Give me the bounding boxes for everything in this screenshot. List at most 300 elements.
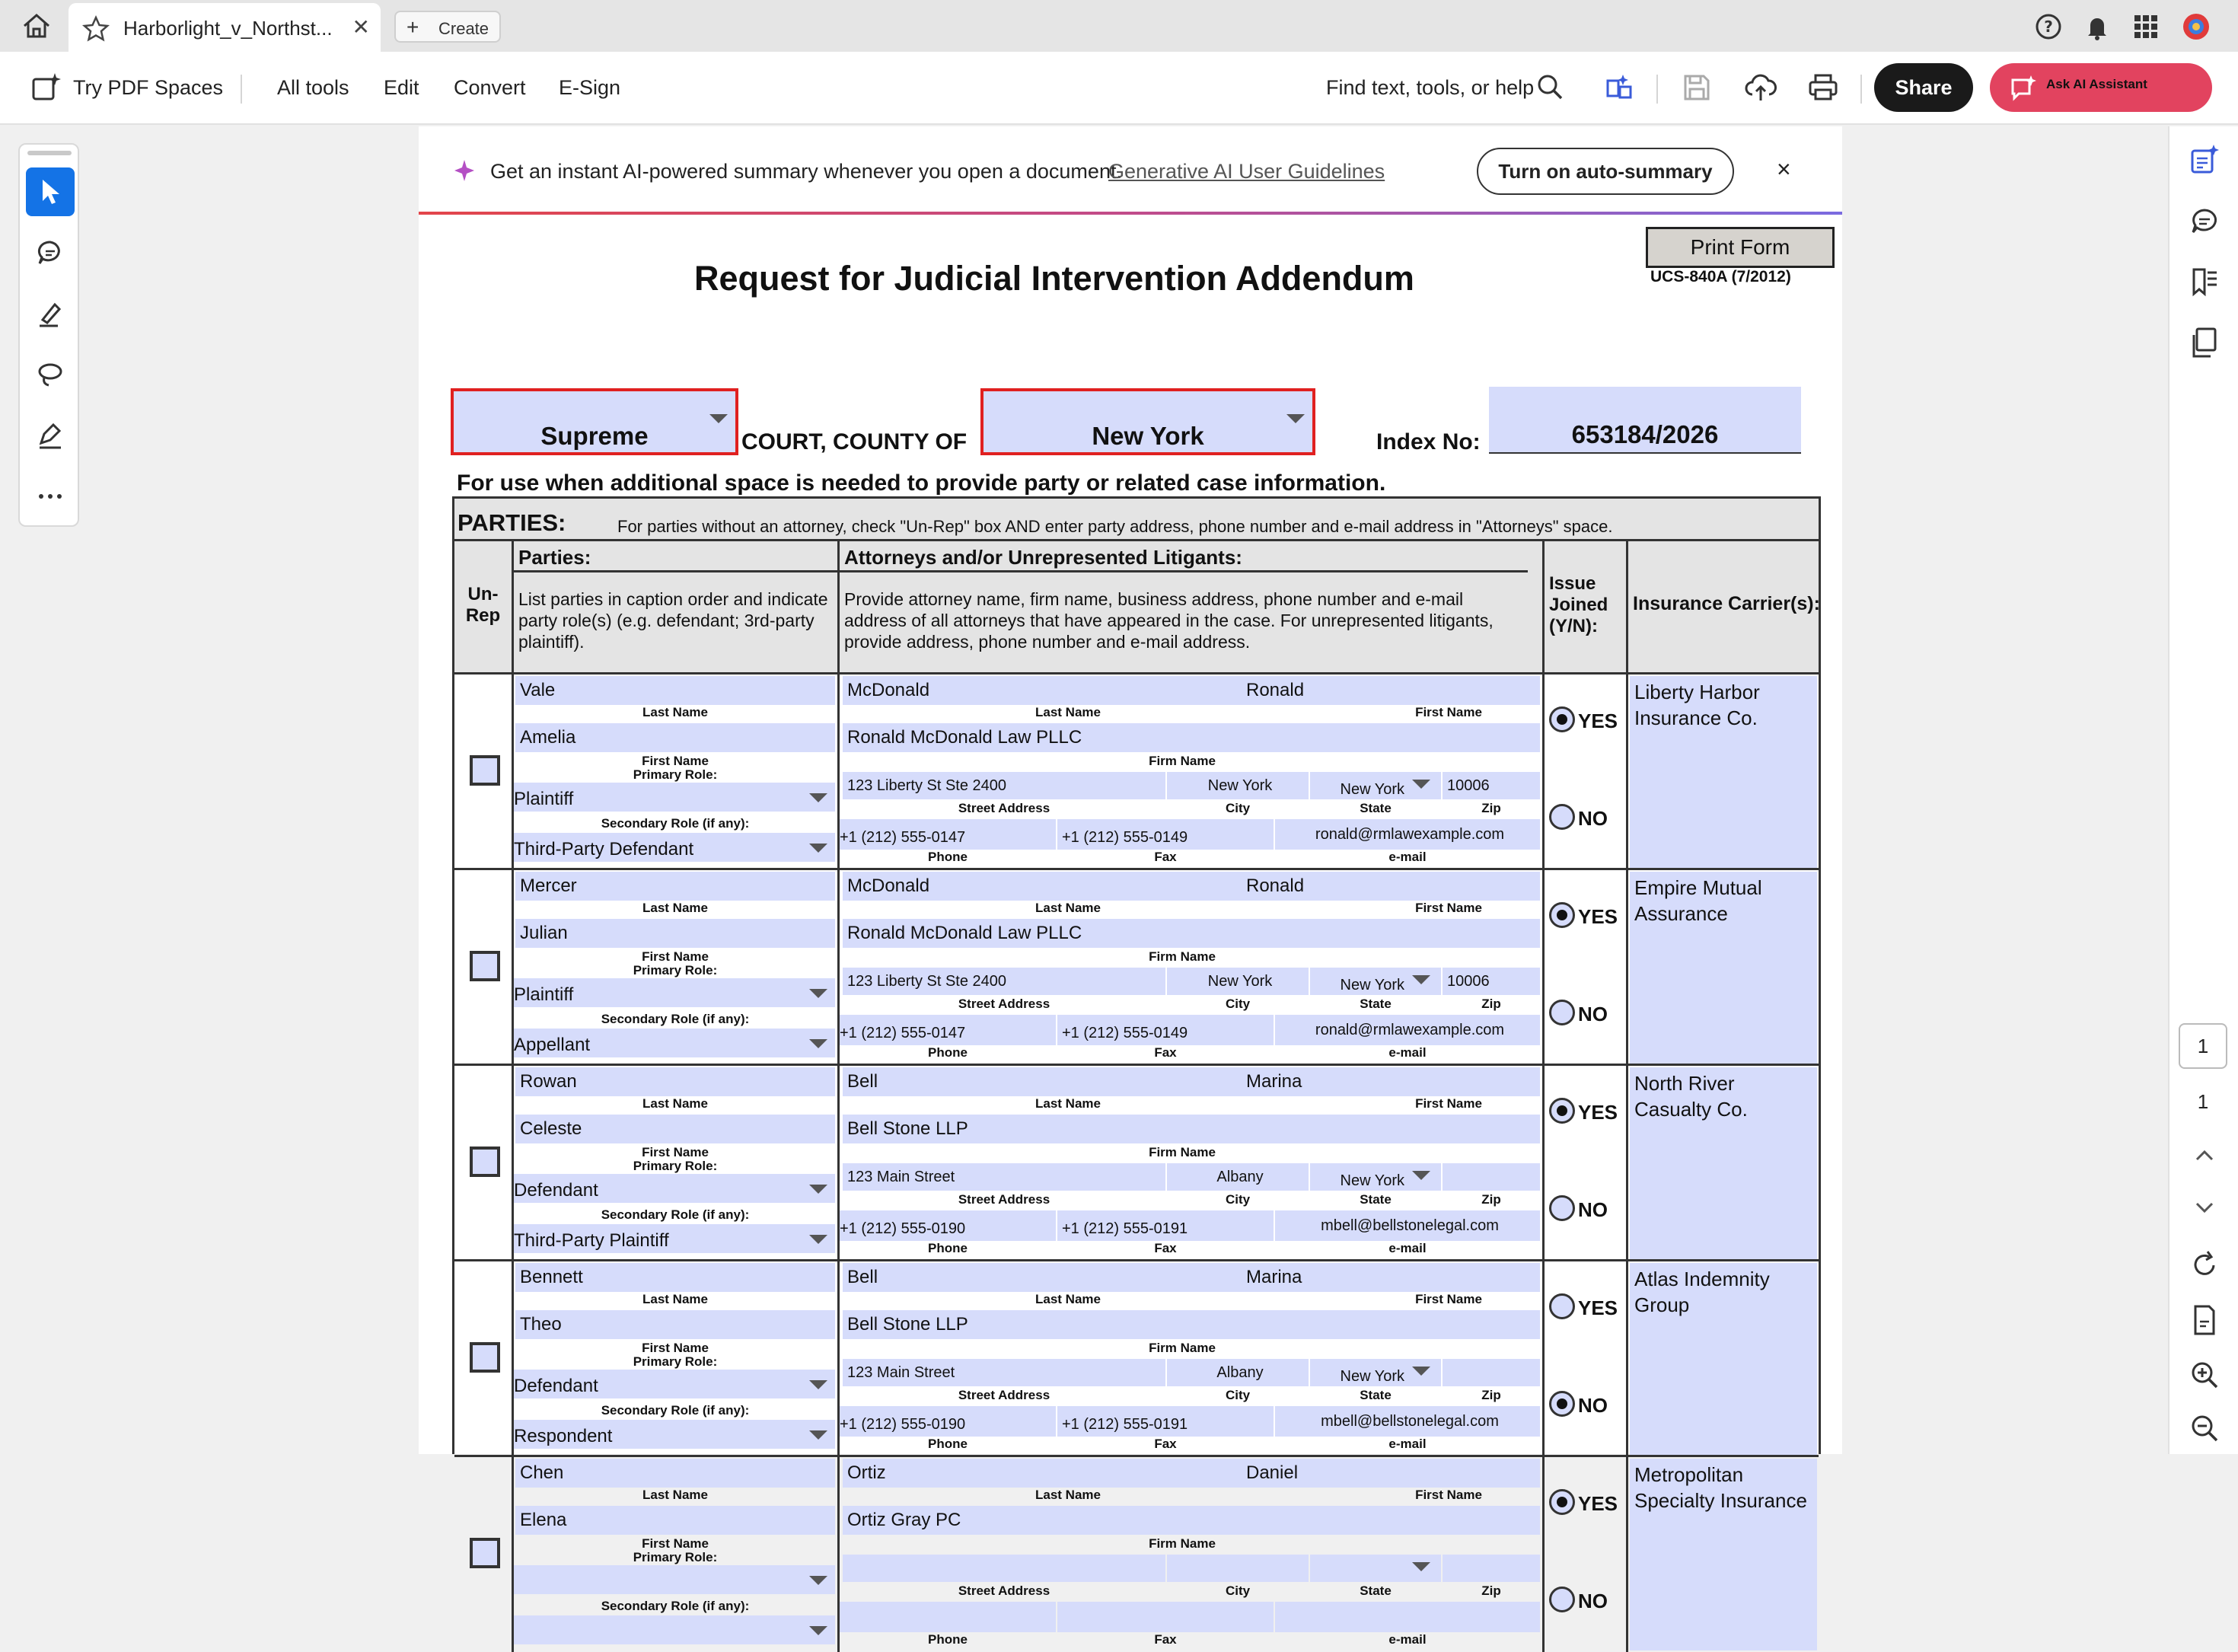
party-first-name-field[interactable]: Amelia [515, 723, 835, 752]
party-first-name-field[interactable]: Julian [515, 919, 835, 948]
firm-name-label: Firm Name [1149, 754, 1216, 768]
zip-label: Zip [1481, 1192, 1501, 1207]
upload-cloud-icon[interactable] [1743, 70, 1778, 105]
issue-joined-cell [1545, 1066, 1628, 1261]
no-label: NO [1578, 1003, 1608, 1025]
rji-addendum-form [419, 215, 1842, 1647]
dropdown-arrow-icon [809, 1185, 827, 1194]
unrep-checkbox[interactable] [470, 951, 500, 981]
yes-label: YES [1578, 1492, 1618, 1515]
primary-role-label: Primary Role: [633, 1159, 718, 1173]
ai-summary-banner [419, 126, 1842, 215]
firm-name-label: Firm Name [1149, 1145, 1216, 1159]
email-label: e-mail [1388, 850, 1427, 864]
no-label: NO [1578, 807, 1608, 830]
toolbar-divider [1656, 75, 1658, 104]
right-rail [2168, 126, 2238, 1454]
dropdown-arrow-icon [1412, 975, 1430, 984]
ask-ai-label: Ask AI Assistant [2046, 77, 2147, 91]
street-label: Street Address [958, 1192, 1050, 1207]
phone-field[interactable]: +1 (212) 555-0147 [840, 1015, 1056, 1045]
state-dropdown[interactable]: New York [1310, 772, 1441, 799]
street-label: Street Address [958, 1388, 1050, 1402]
esign-menu[interactable]: E-Sign [559, 76, 621, 99]
issue-yes-radio[interactable] [1549, 1098, 1575, 1124]
sign-tool[interactable] [26, 411, 75, 460]
secondary-role-dropdown[interactable]: Third-Party Plaintiff [514, 1224, 835, 1253]
dropdown-arrow-icon [709, 414, 728, 423]
ai-summary-icon[interactable] [2188, 143, 2221, 177]
page-total: 1 [2197, 1090, 2209, 1113]
attorney-first-name: Marina [1246, 1267, 1302, 1287]
state-label: State [1360, 1388, 1392, 1402]
party-first-name-field[interactable]: Theo [515, 1310, 835, 1339]
party-row [454, 672, 1819, 867]
dropdown-arrow-icon [809, 989, 827, 998]
highlighter-icon [35, 298, 65, 329]
comments-panel-icon[interactable] [2188, 204, 2221, 238]
att-last-name-label: Last Name [1035, 1292, 1101, 1306]
party-cell [514, 1066, 840, 1261]
parties-col-title: Parties: [518, 546, 591, 569]
street-label: Street Address [958, 1583, 1050, 1598]
parties-note: For parties without an attorney, check "Un-Rep" box AND enter party address, phone number and e-mail address in "Attorneys" space. [617, 517, 1613, 536]
dropdown-arrow-icon [809, 1039, 827, 1048]
attorney-first-name: Ronald [1246, 680, 1305, 700]
lasso-icon [35, 359, 65, 390]
parties-table [452, 496, 1821, 1647]
tab-title: Harborlight_v_Northst... [123, 17, 333, 40]
print-form-button[interactable]: Print Form [1646, 227, 1835, 268]
last-name-label: Last Name [642, 1292, 708, 1306]
party-last-name-field[interactable]: Bennett [515, 1263, 835, 1292]
city-label: City [1225, 997, 1251, 1011]
issue-col-title: Issue Joined (Y/N): [1549, 573, 1608, 636]
last-name-label: Last Name [642, 1096, 708, 1111]
insurance-carrier-field[interactable]: Empire Mutual Assurance [1630, 872, 1817, 1064]
issue-yes-radio[interactable] [1549, 1489, 1575, 1515]
attorney-cell [840, 1261, 1545, 1456]
party-last-name-field[interactable]: Vale [515, 676, 835, 705]
street-address-field[interactable]: 123 Liberty St Ste 2400 [843, 968, 1165, 995]
phone-label: Phone [928, 1437, 968, 1451]
apps-grid-icon[interactable] [2131, 12, 2160, 41]
phone-label: Phone [928, 1045, 968, 1060]
more-tools-button[interactable] [26, 472, 75, 521]
street-label: Street Address [958, 801, 1050, 815]
parties-header [454, 499, 1819, 541]
col-header-attorneys [840, 541, 1545, 672]
primary-role-label: Primary Role: [633, 767, 718, 782]
phone-field[interactable] [840, 1602, 1056, 1632]
palette-grip[interactable] [27, 151, 72, 155]
print-icon[interactable] [1806, 70, 1841, 105]
email-label: e-mail [1388, 1045, 1427, 1060]
county-dropdown[interactable] [980, 388, 1315, 455]
unrep-cell [454, 1261, 514, 1456]
city-label: City [1225, 801, 1251, 815]
court-county-label: COURT, COUNTY OF [741, 429, 968, 454]
zoom-in-icon[interactable] [2188, 1358, 2221, 1392]
primary-role-label: Primary Role: [633, 963, 718, 977]
ai-chat-icon [2008, 74, 2037, 103]
city-field[interactable]: Albany [1167, 1163, 1309, 1191]
insurance-carrier-field[interactable]: Metropolitan Specialty Insurance [1630, 1459, 1817, 1650]
street-address-field[interactable]: 123 Liberty St Ste 2400 [843, 772, 1165, 799]
issue-yes-radio[interactable] [1549, 706, 1575, 732]
dropdown-arrow-icon [809, 1380, 827, 1389]
bookmarks-icon[interactable] [2188, 265, 2221, 298]
attorney-name-field[interactable] [843, 676, 1540, 705]
dropdown-arrow-icon [809, 1576, 827, 1585]
phone-field[interactable]: +1 (212) 555-0147 [840, 819, 1056, 850]
street-address-field[interactable] [843, 1555, 1165, 1582]
att-first-name-label: First Name [1415, 901, 1482, 915]
attorney-cell [840, 870, 1545, 1065]
attorneys-col-title: Attorneys and/or Unrepresented Litigants: [844, 546, 1242, 569]
yes-label: YES [1578, 905, 1618, 928]
header-divider [512, 570, 1528, 572]
issue-yes-radio[interactable] [1549, 1293, 1575, 1319]
firm-name-label: Firm Name [1149, 1341, 1216, 1355]
city-label: City [1225, 1388, 1251, 1402]
state-dropdown[interactable]: New York [1310, 968, 1441, 995]
attorney-last-name: Bell [847, 1071, 878, 1092]
insurance-cell [1628, 1261, 1819, 1456]
bell-icon[interactable] [2083, 12, 2112, 41]
no-label: NO [1578, 1394, 1608, 1417]
party-row [454, 1064, 1819, 1258]
zip-field[interactable]: 10006 [1443, 772, 1540, 799]
party-row [454, 1259, 1819, 1454]
parties-title: PARTIES: [457, 509, 566, 536]
state-label: State [1360, 1192, 1392, 1207]
attorney-last-name: Bell [847, 1267, 878, 1287]
yes-label: YES [1578, 1101, 1618, 1124]
toolbar-divider [1860, 75, 1862, 104]
attorney-cell [840, 675, 1545, 869]
zip-label: Zip [1481, 801, 1501, 815]
dropdown-arrow-icon [809, 1430, 827, 1440]
issue-no-radio[interactable] [1549, 1000, 1575, 1025]
fax-label: Fax [1154, 850, 1177, 864]
attorney-name-field[interactable] [843, 1459, 1540, 1488]
unrep-checkbox[interactable] [470, 1342, 500, 1373]
att-last-name-label: Last Name [1035, 901, 1101, 915]
party-cell [514, 1457, 840, 1652]
primary-role-dropdown[interactable]: Defendant [514, 1174, 835, 1203]
index-number-value: 653184/2026 [1571, 420, 1719, 448]
fax-label: Fax [1154, 1241, 1177, 1255]
search-icon[interactable] [1533, 70, 1568, 105]
primary-role-dropdown[interactable]: Plaintiff [514, 978, 835, 1007]
all-tools-menu[interactable]: All tools [277, 76, 349, 99]
firm-name-field[interactable]: Bell Stone LLP [843, 1310, 1540, 1339]
first-name-label: First Name [642, 1341, 709, 1355]
share-button[interactable]: Share [1874, 63, 1973, 112]
dropdown-arrow-icon [1412, 780, 1430, 789]
chevron-up-icon[interactable] [2188, 1139, 2221, 1172]
phone-label: Phone [928, 1241, 968, 1255]
city-field[interactable]: New York [1167, 968, 1309, 995]
firm-name-field[interactable]: Ortiz Gray PC [843, 1506, 1540, 1535]
fax-field[interactable]: +1 (212) 555-0149 [1057, 1015, 1274, 1045]
att-last-name-label: Last Name [1035, 1096, 1101, 1111]
email-field[interactable]: mbell@bellstonelegal.com [1275, 1406, 1540, 1437]
zip-field[interactable] [1443, 1359, 1540, 1386]
attorneys-col-desc: Provide attorney name, firm name, business address, phone number and e-mail address of all attorneys that have appeared in the case. For unrepresented litigants, provide address, phone number and e-mail address. [844, 589, 1494, 652]
primary-role-dropdown[interactable] [514, 1565, 835, 1594]
insurance-cell [1628, 1457, 1819, 1652]
document-tab[interactable] [69, 3, 381, 52]
close-tab-icon[interactable]: ✕ [352, 15, 370, 39]
secondary-role-dropdown[interactable]: Third-Party Defendant [514, 833, 835, 862]
city-field[interactable]: New York [1167, 772, 1309, 799]
insurance-carrier-field[interactable]: North River Casualty Co. [1630, 1067, 1817, 1259]
main-toolbar [0, 52, 2238, 125]
chevron-down-icon[interactable] [2188, 1191, 2221, 1224]
state-label: State [1360, 801, 1392, 815]
find-input[interactable]: Find text, tools, or help [1326, 76, 1535, 99]
party-first-name-field[interactable]: Celeste [515, 1115, 835, 1143]
att-last-name-label: Last Name [1035, 1488, 1101, 1502]
court-type-dropdown[interactable] [451, 388, 738, 455]
secondary-role-label: Secondary Role (if any): [601, 1207, 750, 1222]
toolbar-divider [241, 75, 242, 104]
tool-palette [18, 143, 79, 527]
party-first-name-field[interactable]: Elena [515, 1506, 835, 1535]
unrep-cell [454, 870, 514, 1065]
close-icon[interactable]: × [1777, 155, 1791, 183]
attorney-first-name: Marina [1246, 1071, 1302, 1092]
city-field[interactable]: Albany [1167, 1359, 1309, 1386]
secondary-role-dropdown[interactable]: Respondent [514, 1420, 835, 1449]
primary-role-dropdown[interactable]: Plaintiff [514, 783, 835, 812]
zip-label: Zip [1481, 1583, 1501, 1598]
home-icon[interactable] [20, 11, 53, 41]
issue-joined-cell [1545, 870, 1628, 1065]
court-type-value: Supreme [540, 422, 649, 450]
plus-icon: + [406, 15, 419, 39]
phone-field[interactable]: +1 (212) 555-0190 [840, 1406, 1056, 1437]
unrep-checkbox[interactable] [470, 1538, 500, 1568]
attorney-last-name: McDonald [847, 875, 930, 896]
attorney-name-field[interactable] [843, 1263, 1540, 1292]
first-name-label: First Name [642, 1536, 709, 1551]
insurance-cell [1628, 675, 1819, 869]
unrep-cell [454, 1457, 514, 1652]
col-header-insurance [1628, 541, 1819, 672]
pdf-spaces-icon[interactable] [29, 70, 64, 105]
attorney-cell [840, 1457, 1545, 1652]
auto-summary-button[interactable]: Turn on auto-summary [1477, 148, 1734, 195]
state-dropdown[interactable]: New York [1310, 1359, 1441, 1386]
ai-guidelines-link[interactable]: Generative AI User Guidelines [1108, 160, 1385, 183]
dropdown-arrow-icon [809, 1626, 827, 1635]
phone-label: Phone [928, 1632, 968, 1647]
email-field[interactable] [1275, 1602, 1540, 1632]
email-label: e-mail [1388, 1241, 1427, 1255]
attorney-first-name: Daniel [1246, 1462, 1299, 1483]
dropdown-arrow-icon [1412, 1562, 1430, 1571]
unrep-checkbox[interactable] [470, 1147, 500, 1177]
party-last-name-field[interactable]: Chen [515, 1459, 835, 1488]
state-dropdown[interactable]: New York [1310, 1163, 1441, 1191]
no-label: NO [1578, 1590, 1608, 1612]
party-cell [514, 1261, 840, 1456]
unrep-cell [454, 675, 514, 869]
col-header-unrep [454, 541, 514, 672]
refresh-icon[interactable] [2188, 1249, 2221, 1282]
ai-magic-icon[interactable] [1602, 70, 1637, 105]
email-field[interactable]: ronald@rmlawexample.com [1275, 819, 1540, 850]
index-number-field[interactable] [1489, 387, 1801, 454]
insurance-carrier-field[interactable]: Liberty Harbor Insurance Co. [1630, 676, 1817, 868]
city-label: City [1225, 1192, 1251, 1207]
create-button[interactable] [394, 11, 501, 43]
primary-role-dropdown[interactable]: Defendant [514, 1370, 835, 1398]
dropdown-arrow-icon [1286, 414, 1305, 423]
unrep-header: Un- Rep [465, 584, 501, 626]
firm-name-field[interactable]: Ronald McDonald Law PLLC [843, 919, 1540, 948]
email-field[interactable]: ronald@rmlawexample.com [1275, 1015, 1540, 1045]
fax-field[interactable]: +1 (212) 555-0191 [1057, 1406, 1274, 1437]
highlight-tool[interactable] [26, 289, 75, 338]
zip-label: Zip [1481, 997, 1501, 1011]
tab-bar [0, 0, 2238, 52]
secondary-role-label: Secondary Role (if any): [601, 1599, 750, 1613]
fax-label: Fax [1154, 1437, 1177, 1451]
issue-joined-cell [1545, 1261, 1628, 1456]
city-field[interactable] [1167, 1555, 1309, 1582]
attorney-last-name: Ortiz [847, 1462, 886, 1483]
email-label: e-mail [1388, 1437, 1427, 1451]
star-icon[interactable] [82, 15, 110, 43]
attorney-name-field[interactable] [843, 1067, 1540, 1096]
firm-name-field[interactable]: Bell Stone LLP [843, 1115, 1540, 1143]
zip-field[interactable]: 10006 [1443, 968, 1540, 995]
edit-menu[interactable]: Edit [384, 76, 419, 99]
convert-menu[interactable]: Convert [454, 76, 526, 99]
party-cell [514, 675, 840, 869]
state-label: State [1360, 997, 1392, 1011]
attorney-cell [840, 1066, 1545, 1261]
primary-role-label: Primary Role: [633, 1354, 718, 1369]
issue-no-radio[interactable] [1549, 1587, 1575, 1612]
select-tool[interactable] [26, 167, 75, 216]
save-icon[interactable] [1679, 70, 1714, 105]
index-number-label: Index No: [1376, 429, 1481, 454]
unrep-checkbox[interactable] [470, 755, 500, 786]
dropdown-arrow-icon [809, 844, 827, 853]
city-label: City [1225, 1583, 1251, 1598]
attorney-first-name: Ronald [1246, 875, 1305, 896]
zip-field[interactable] [1443, 1555, 1540, 1582]
insurance-cell [1628, 870, 1819, 1065]
help-icon[interactable] [2034, 12, 2063, 41]
insurance-col-title: Insurance Carrier(s): [1633, 593, 1820, 614]
email-label: e-mail [1388, 1632, 1427, 1647]
state-label: State [1360, 1583, 1392, 1598]
secondary-role-label: Secondary Role (if any): [601, 1403, 750, 1418]
issue-no-radio[interactable] [1549, 1195, 1575, 1221]
pen-sign-icon [35, 420, 65, 451]
party-cell [514, 870, 840, 1065]
county-value: New York [1092, 422, 1204, 450]
draw-tool[interactable] [26, 350, 75, 399]
fax-field[interactable] [1057, 1602, 1274, 1632]
fax-field[interactable]: +1 (212) 555-0149 [1057, 819, 1274, 850]
party-last-name-field[interactable]: Mercer [515, 872, 835, 901]
fax-label: Fax [1154, 1045, 1177, 1060]
try-pdf-spaces-button[interactable]: Try PDF Spaces [73, 76, 224, 99]
more-icon [35, 481, 65, 512]
insurance-cell [1628, 1066, 1819, 1261]
fax-field[interactable]: +1 (212) 555-0191 [1057, 1210, 1274, 1241]
issue-yes-radio[interactable] [1549, 902, 1575, 928]
street-address-field[interactable]: 123 Main Street [843, 1359, 1165, 1386]
unrep-cell [454, 1066, 514, 1261]
page-number-input[interactable]: 1 [2179, 1023, 2227, 1069]
ask-ai-assistant-button[interactable] [1990, 63, 2212, 112]
col-header-parties [514, 541, 840, 672]
yes-label: YES [1578, 1296, 1618, 1319]
for-use-note: For use when additional space is needed to provide party or related case information. [457, 470, 1386, 496]
col-header-issue [1545, 541, 1628, 672]
page-fit-icon[interactable] [2188, 1303, 2221, 1337]
attorney-last-name: McDonald [847, 680, 930, 700]
attorney-name-field[interactable] [843, 872, 1540, 901]
phone-field[interactable]: +1 (212) 555-0190 [840, 1210, 1056, 1241]
yes-label: YES [1578, 710, 1618, 732]
first-name-label: First Name [642, 754, 709, 768]
att-last-name-label: Last Name [1035, 705, 1101, 719]
issue-no-radio[interactable] [1549, 1391, 1575, 1417]
insurance-carrier-field[interactable]: Atlas Indemnity Group [1630, 1263, 1817, 1455]
street-address-field[interactable]: 123 Main Street [843, 1163, 1165, 1191]
fax-label: Fax [1154, 1632, 1177, 1647]
issue-joined-cell [1545, 675, 1628, 869]
first-name-label: First Name [642, 949, 709, 964]
secondary-role-dropdown[interactable]: Appellant [514, 1029, 835, 1057]
avatar[interactable] [2182, 12, 2211, 41]
primary-role-label: Primary Role: [633, 1550, 718, 1564]
parties-col-desc: List parties in caption order and indicate party role(s) (e.g. defendant; 3rd-party plaintiff). [518, 589, 828, 652]
no-label: NO [1578, 1198, 1608, 1221]
dropdown-arrow-icon [809, 793, 827, 802]
comment-tool[interactable] [26, 228, 75, 277]
zoom-out-icon[interactable] [2188, 1411, 2221, 1445]
issue-no-radio[interactable] [1549, 804, 1575, 830]
email-field[interactable]: mbell@bellstonelegal.com [1275, 1210, 1540, 1241]
pages-panel-icon[interactable] [2188, 326, 2221, 359]
dropdown-arrow-icon [809, 1235, 827, 1244]
att-first-name-label: First Name [1415, 1292, 1482, 1306]
firm-name-label: Firm Name [1149, 1536, 1216, 1551]
sparkle-icon [452, 158, 477, 183]
secondary-role-label: Secondary Role (if any): [601, 1012, 750, 1026]
secondary-role-dropdown[interactable] [514, 1615, 835, 1644]
secondary-role-label: Secondary Role (if any): [601, 816, 750, 831]
zip-field[interactable] [1443, 1163, 1540, 1191]
firm-name-field[interactable]: Ronald McDonald Law PLLC [843, 723, 1540, 752]
document-view [419, 126, 1842, 1647]
issue-joined-cell [1545, 1457, 1628, 1652]
party-last-name-field[interactable]: Rowan [515, 1067, 835, 1096]
last-name-label: Last Name [642, 705, 708, 719]
form-code: UCS-840A (7/2012) [1650, 268, 1791, 285]
cursor-icon [35, 177, 65, 207]
